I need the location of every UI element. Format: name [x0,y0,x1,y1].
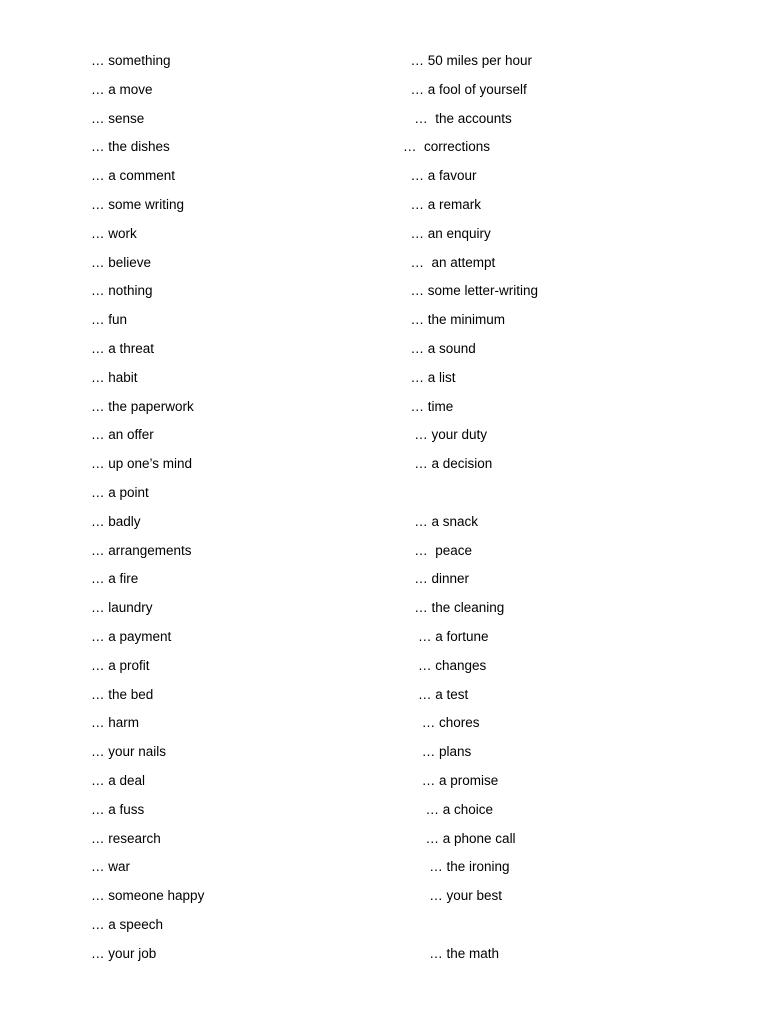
right-column-item: … peace [403,542,473,558]
right-column-item: … a remark [403,196,482,212]
left-column-item: … a threat [91,340,155,356]
right-column-item: … some letter-writing [403,283,539,299]
left-column-item: … fun [91,312,128,328]
right-column-item: … corrections [403,139,491,155]
right-column-item: … 50 miles per hour [403,53,533,68]
left-column-item: … the dishes [91,139,170,155]
right-column-item: … a test [403,686,469,702]
right-column-item: … a promise [403,772,499,788]
left-column [91,52,381,974]
right-column-item: … a fortune [403,628,489,644]
right-column-item: … the ironing [403,859,510,875]
left-column-item: … an offer [91,427,154,443]
left-column-item: … a fuss [91,801,145,817]
left-column-item: … a profit [91,657,150,673]
left-column-item: … a deal [91,772,146,788]
right-column-item: … a phone call [403,830,516,846]
right-column-item [403,916,703,945]
right-column-item: … a snack [403,513,479,529]
right-column-item: … the minimum [403,312,506,328]
right-column-item: … chores [403,715,480,731]
right-column-item: … a sound [403,340,476,356]
right-column-item: … your duty [403,427,488,443]
right-column-item: … the accounts [403,110,512,126]
right-column-item: … a fool of yourself [403,81,527,97]
right-column-item: … your best [403,888,503,904]
right-column-item: … a list [403,369,456,385]
left-column-item: … a fire [91,571,139,587]
left-column-item: … your job [91,945,157,961]
right-column-item: … the math [403,945,500,961]
left-column-item: … badly [91,513,141,529]
left-column-item: … some writing [91,196,185,212]
left-column-item: … your nails [91,744,167,760]
left-column-item: … work [91,225,137,241]
left-column-item: … harm [91,715,140,731]
right-column [403,52,703,974]
right-column-item: … changes [403,657,487,673]
left-column-item: … nothing [91,283,153,299]
left-column-item: … someone happy [91,888,205,904]
left-column-item: … something [91,53,171,68]
right-column-item: … plans [403,744,472,760]
left-column-item: … war [91,859,131,875]
right-column-item: … a choice [403,801,494,817]
left-column-item: … up one’s mind [91,456,193,472]
left-column-item: … the paperwork [91,398,194,414]
left-column-item: … the bed [91,686,154,702]
right-column-item: … time [403,398,454,414]
left-column-item: … sense [91,110,145,126]
right-column-item: … a favour [403,168,477,184]
left-column-item: … arrangements [91,542,192,558]
left-column-item: … a comment [91,168,176,184]
left-column-item: … a move [91,81,153,97]
left-column-item: … believe [91,254,152,270]
right-column-item [403,484,703,513]
right-column-item: … a decision [403,456,493,472]
left-column-item: … laundry [91,600,153,616]
left-column-item: … a point [91,484,149,500]
right-column-item: … dinner [403,571,470,587]
left-column-item: … a payment [91,628,172,644]
right-column-item: … the cleaning [403,600,505,616]
right-column-item: … an enquiry [403,225,491,241]
left-column-item: … research [91,830,161,846]
left-column-item: … habit [91,369,138,385]
right-column-item: … an attempt [403,254,496,270]
left-column-item: … a speech [91,916,164,932]
